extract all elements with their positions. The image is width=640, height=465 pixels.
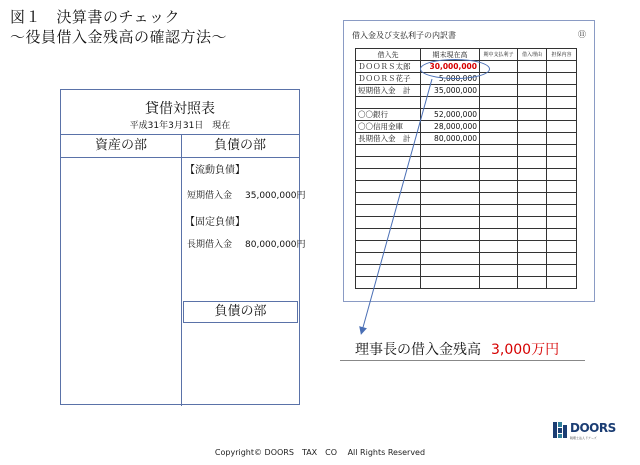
long-term-loans-amount: 80,000,000円 xyxy=(245,240,306,250)
lender-name: 長期借入金 計 xyxy=(356,133,421,145)
logo-text: DOORS xyxy=(570,421,616,435)
balance-amount: 80,000,000 xyxy=(421,133,480,145)
balance-sheet-title: 貸借対照表 xyxy=(145,101,215,117)
doors-logo-icon xyxy=(553,422,567,438)
balance-amount: 35,000,000 xyxy=(421,85,480,97)
balance-sheet-date: 平成31年3月31日 現在 xyxy=(129,121,231,131)
result-underline xyxy=(340,360,585,361)
loan-schedule-title: 借入金及び支払利子の内訳書 xyxy=(352,31,456,40)
chairman-loan-balance xyxy=(355,339,559,359)
column-header: 期中支払利子 xyxy=(480,49,518,61)
result-value: 3,000万円 xyxy=(491,342,560,358)
figure-title: 図１ 決算書のチェック xyxy=(10,8,181,26)
balance-amount: 30,000,000 xyxy=(421,61,480,73)
balance-amount: 52,000,000 xyxy=(421,109,480,121)
result-label: 理事長の借入金残高 xyxy=(355,342,481,358)
liabilities-total-box: 負債の部 xyxy=(183,301,298,323)
page-number-mark: ⑪ xyxy=(578,30,586,39)
short-term-loans-label: 短期借入金 xyxy=(187,191,233,201)
column-header: 担保内容 xyxy=(547,49,577,61)
current-liabilities-section: 【流動負債】 xyxy=(185,165,245,176)
copyright-notice: Copyright© DOORS TAX CO All Rights Reserved xyxy=(214,448,426,457)
logo-subtext: 税理士法人ドアーズ xyxy=(570,436,597,440)
long-term-loans-label: 長期借入金 xyxy=(187,240,233,250)
short-term-loans-amount: 35,000,000円 xyxy=(245,191,306,201)
lender-name: 〇〇銀行 xyxy=(356,109,421,121)
fixed-liabilities-section: 【固定負債】 xyxy=(185,217,245,228)
column-header: 期末現在高 xyxy=(421,49,480,61)
column-header: 借入先 xyxy=(356,49,421,61)
balance-amount: 5,000,000 xyxy=(421,73,480,85)
lender-name: 〇〇信用金庫 xyxy=(356,121,421,133)
lender-name: ＤＯＯＲＳ花子 xyxy=(356,73,421,85)
figure-subtitle: 〜役員借入金残高の確認方法〜 xyxy=(10,28,228,46)
balance-amount: 28,000,000 xyxy=(421,121,480,133)
column-header: 借入理由 xyxy=(518,49,547,61)
lender-name: 短期借入金 計 xyxy=(356,85,421,97)
liabilities-header: 負債の部 xyxy=(213,138,266,153)
assets-header: 資産の部 xyxy=(94,138,147,153)
lender-name: ＤＯＯＲＳ太郎 xyxy=(356,61,421,73)
